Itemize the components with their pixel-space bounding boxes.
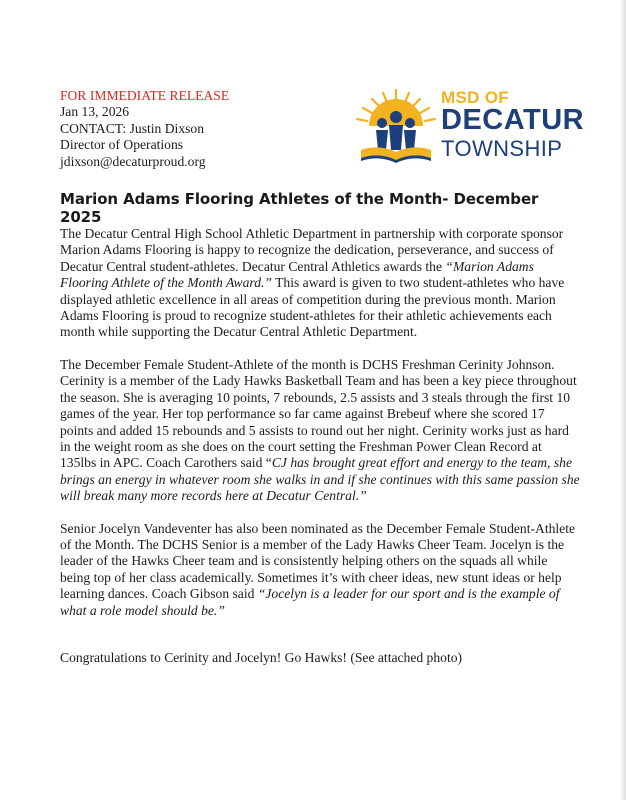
gibson-quote: “Jocelyn is a leader for our sport and is the example of what a role model should be.” [60,586,560,618]
intro-text-b: This award is given to two student-athletes who have displayed athletic excellence in all areas of competition during the previous month. Marion Adams Flooring is proud to recognize student-athletes for their athletic achievements each month while supporting the Decatur Central Athletic Department. [60,275,565,340]
jocelyn-paragraph [60,521,580,619]
contact-title: Director of Operations [60,137,184,153]
release-header [60,88,580,170]
release-title: Marion Adams Flooring Athletes of the Month- December 2025 [60,190,539,227]
cerinity-paragraph [60,357,580,505]
closing-line: Congratulations to Cerinity and Jocelyn! Go Hawks! (See attached photo) [60,649,463,665]
release-label: FOR IMMEDIATE RELEASE [60,88,230,103]
logo-decatur-text: DECATUR [441,104,585,136]
contact-name: CONTACT: Justin Dixson [60,120,205,136]
award-name: “Marion Adams Flooring Athlete of the Month Award.” [60,258,534,291]
intro-text-a: The Decatur Central High School Athletic Department in partnership with corporate sponsor Marion Adams Flooring is happy to recognize the dedication, perseverance, and success of Decatur Central student-athletes. Decatur Central Athletics awards the [60,226,564,274]
jocelyn-text: Senior Jocelyn Vandeventer has also been nominated as the December Female Student-Athlete of the Month. The DCHS Senior is a member of the Lady Hawks Cheer Team. Jocelyn is the leader of the Hawks Cheer team and is consistently helping others on the squads all while being top of her class academically. Sometimes it’s with cheer ideas, new stunt ideas or help learning dances. Coach Gibson said [60,520,576,602]
intro-paragraph [60,226,580,341]
page-edge-shadow [620,0,626,800]
press-release [60,88,580,666]
logo-township-text: TOWNSHIP [441,136,563,161]
release-date: Jan 13, 2026 [60,104,130,120]
logo-msd-text: MSD OF [441,88,509,107]
contact-email: jdixson@decaturproud.org [60,153,206,169]
carothers-quote: CJ has brought great effort and energy to the team, she brings an energy in whatever room she walks in and if she continues with this same passion she will break many more records here at Decatur Central.” [60,455,580,504]
cerinity-text: The December Female Student-Athlete of the month is DCHS Freshman Cerinity Johnson. Cerinity is a member of the Lady Hawks Basketball Team and has been a key piece throughout the season. She is averaging 10 points, 7 rebounds, 2.5 assists and 3 steals through the first 10 games of the year. Her top performance so far came against Brebeuf where she scored 17 points and added 15 rebounds and 5 assists to round out her night. Cerinity works just as hard in the weight room as she does on the court setting the Freshman Power Clean Record at 135lbs in APC. Coach Carothers said “ [60,356,577,471]
